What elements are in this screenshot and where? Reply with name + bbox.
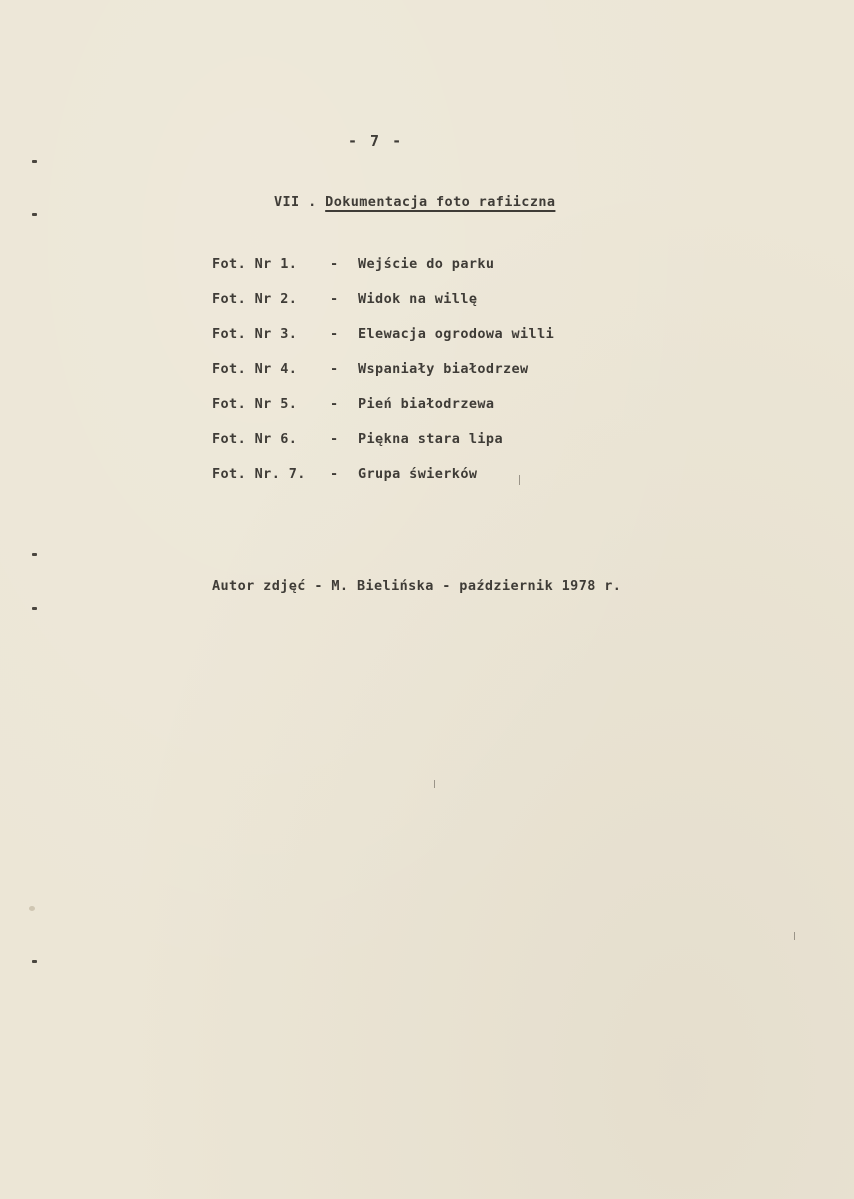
photo-label: Fot. Nr. 7.	[212, 466, 306, 482]
photo-label: Fot. Nr 5.	[212, 396, 298, 412]
stray-mark	[794, 932, 795, 940]
photo-caption: Wspaniały białodrzew	[358, 361, 529, 377]
photo-label: Fot. Nr 2.	[212, 291, 298, 307]
photo-dash: -	[330, 291, 339, 307]
photo-list-item	[212, 291, 554, 326]
photo-caption: Widok na willę	[358, 291, 478, 307]
photo-list-item	[212, 431, 554, 466]
photo-caption: Wejście do parku	[358, 256, 495, 272]
photo-label: Fot. Nr 6.	[212, 431, 298, 447]
photo-list-item	[212, 326, 554, 361]
photo-dash: -	[330, 396, 339, 412]
photo-label: Fot. Nr 4.	[212, 361, 298, 377]
photo-dash: -	[330, 256, 339, 272]
page-number: - 7 -	[348, 132, 404, 150]
binder-mark	[32, 553, 37, 556]
section-heading	[274, 194, 555, 210]
binder-mark	[32, 213, 37, 216]
photo-dash: -	[330, 326, 339, 342]
binder-hole	[29, 906, 35, 911]
binder-mark	[32, 960, 37, 963]
author-credit: Autor zdjęć - M. Bielińska - październik 1978 r.	[212, 578, 622, 594]
photo-list-item	[212, 396, 554, 431]
photo-list	[212, 256, 554, 501]
photo-dash: -	[330, 361, 339, 377]
photo-dash: -	[330, 431, 339, 447]
photo-caption: Grupa świerków	[358, 466, 478, 482]
binder-mark	[32, 607, 37, 610]
binder-mark	[32, 160, 37, 163]
photo-list-item	[212, 256, 554, 291]
photo-dash: -	[330, 466, 339, 482]
photo-list-item	[212, 361, 554, 396]
section-title: Dokumentacja foto rafiiczna	[325, 194, 556, 210]
photo-caption: Piękna stara lipa	[358, 431, 503, 447]
photo-label: Fot. Nr 1.	[212, 256, 298, 272]
photo-caption: Elewacja ogrodowa willi	[358, 326, 555, 342]
photo-label: Fot. Nr 3.	[212, 326, 298, 342]
photo-caption: Pień białodrzewa	[358, 396, 495, 412]
photo-list-item	[212, 466, 554, 501]
section-numeral: VII .	[274, 194, 317, 210]
stray-mark	[434, 780, 435, 788]
